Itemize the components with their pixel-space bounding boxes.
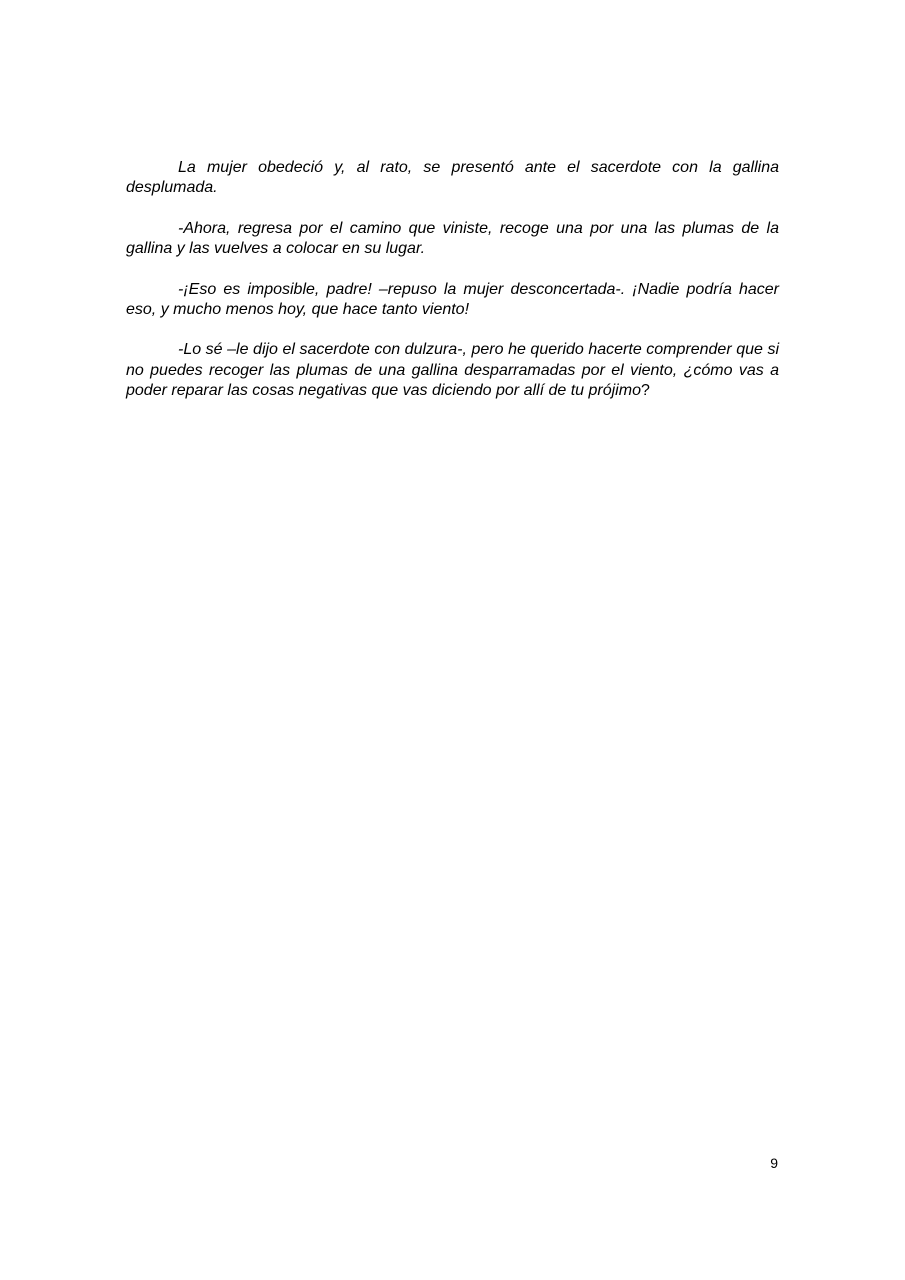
paragraph: [126, 280, 779, 321]
paragraph: [126, 219, 779, 260]
paragraph: [126, 158, 779, 199]
body-text: [126, 158, 779, 422]
page-number: 9: [770, 1155, 778, 1171]
paragraph-tail: ?: [640, 382, 650, 400]
paragraph-text: -Ahora, regresa por el camino que viniste, recoge una por una las plumas de la gallina y las vuelves a colocar en su lugar.: [126, 219, 779, 258]
paragraph-text: -Lo sé –le dijo el sacerdote con dulzura-, pero he querido hacerte comprender que si no puedes recoger las plumas de una gallina desparramadas por el viento, ¿cómo vas a poder reparar las cosas negativas que vas diciendo por allí de tu prójimo: [126, 341, 779, 400]
paragraph: [126, 340, 779, 401]
paragraph-text: La mujer obedeció y, al rato, se presentó ante el sacerdote con la gallina desplumada.: [126, 159, 779, 197]
paragraph-text: -¡Eso es imposible, padre! –repuso la mujer desconcertada-. ¡Nadie podría hacer eso, y mucho menos hoy, que hace tanto viento!: [126, 280, 779, 319]
